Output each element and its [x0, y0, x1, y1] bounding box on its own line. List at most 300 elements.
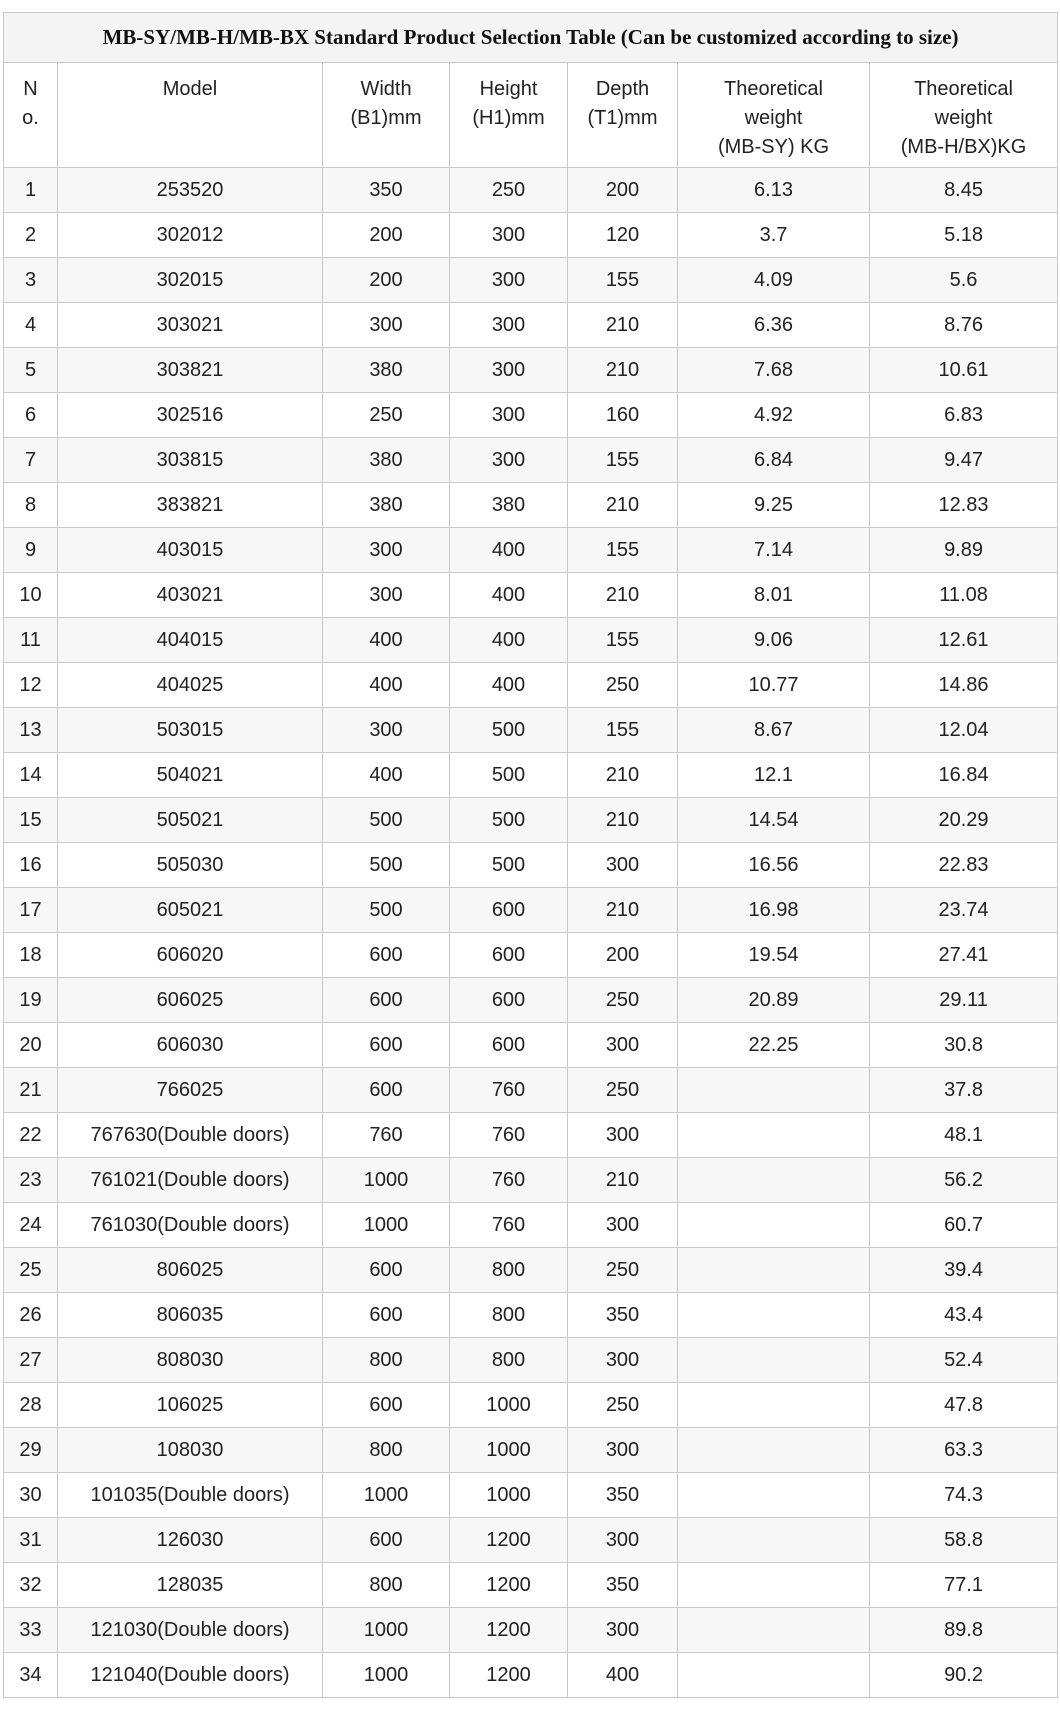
cell-weight-hbx: 12.83 — [870, 483, 1058, 528]
cell-no: 22 — [4, 1113, 58, 1158]
cell-weight-sy: 22.25 — [678, 1023, 870, 1068]
header-line: weight — [744, 107, 803, 129]
header-line: Height — [479, 78, 538, 100]
cell-weight-hbx: 16.84 — [870, 753, 1058, 798]
cell-no: 28 — [4, 1383, 58, 1428]
cell-no: 14 — [4, 753, 58, 798]
cell-weight-hbx: 11.08 — [870, 573, 1058, 618]
cell-weight-hbx: 60.7 — [870, 1203, 1058, 1248]
cell-weight-hbx: 37.8 — [870, 1068, 1058, 1113]
table-row — [4, 708, 1058, 753]
cell-height: 300 — [450, 393, 568, 438]
cell-model: 504021 — [58, 753, 323, 798]
table-row — [4, 1338, 1058, 1383]
cell-weight-hbx: 27.41 — [870, 933, 1058, 978]
cell-no: 15 — [4, 798, 58, 843]
cell-no: 5 — [4, 348, 58, 393]
cell-weight-sy — [678, 1428, 870, 1473]
cell-weight-hbx: 63.3 — [870, 1428, 1058, 1473]
cell-no: 2 — [4, 213, 58, 258]
cell-height: 300 — [450, 213, 568, 258]
cell-weight-sy: 6.36 — [678, 303, 870, 348]
table-row — [4, 1293, 1058, 1338]
cell-model: 121040(Double doors) — [58, 1653, 323, 1698]
cell-height: 300 — [450, 348, 568, 393]
table-row — [4, 528, 1058, 573]
cell-weight-hbx: 8.76 — [870, 303, 1058, 348]
table-row — [4, 1653, 1058, 1698]
table-row — [4, 1203, 1058, 1248]
cell-model: 303021 — [58, 303, 323, 348]
cell-height: 1200 — [450, 1653, 568, 1698]
cell-depth: 300 — [568, 1608, 678, 1653]
product-selection-table — [3, 12, 1058, 1698]
table-row — [4, 1518, 1058, 1563]
table-row — [4, 483, 1058, 528]
cell-weight-hbx: 74.3 — [870, 1473, 1058, 1518]
cell-weight-hbx: 6.83 — [870, 393, 1058, 438]
cell-width: 600 — [323, 1518, 450, 1563]
cell-weight-sy: 8.01 — [678, 573, 870, 618]
cell-model: 605021 — [58, 888, 323, 933]
table-row — [4, 1248, 1058, 1293]
cell-height: 400 — [450, 663, 568, 708]
cell-depth: 210 — [568, 348, 678, 393]
cell-weight-hbx: 90.2 — [870, 1653, 1058, 1698]
cell-height: 760 — [450, 1158, 568, 1203]
cell-no: 4 — [4, 303, 58, 348]
cell-depth: 210 — [568, 798, 678, 843]
cell-depth: 350 — [568, 1563, 678, 1608]
cell-no: 27 — [4, 1338, 58, 1383]
cell-height: 600 — [450, 1023, 568, 1068]
cell-model: 128035 — [58, 1563, 323, 1608]
cell-depth: 210 — [568, 483, 678, 528]
cell-model: 505030 — [58, 843, 323, 888]
cell-width: 400 — [323, 663, 450, 708]
cell-weight-hbx: 5.18 — [870, 213, 1058, 258]
cell-depth: 200 — [568, 168, 678, 213]
cell-depth: 155 — [568, 618, 678, 663]
table-row — [4, 1428, 1058, 1473]
cell-no: 9 — [4, 528, 58, 573]
cell-weight-hbx: 30.8 — [870, 1023, 1058, 1068]
table-row — [4, 663, 1058, 708]
cell-no: 13 — [4, 708, 58, 753]
cell-model: 253520 — [58, 168, 323, 213]
cell-height: 500 — [450, 708, 568, 753]
cell-model: 606025 — [58, 978, 323, 1023]
cell-weight-hbx: 22.83 — [870, 843, 1058, 888]
cell-width: 1000 — [323, 1158, 450, 1203]
cell-depth: 210 — [568, 753, 678, 798]
cell-depth: 250 — [568, 1383, 678, 1428]
table-row — [4, 1563, 1058, 1608]
header-weight-hbx — [870, 63, 1058, 168]
cell-model: 806035 — [58, 1293, 323, 1338]
cell-width: 500 — [323, 888, 450, 933]
cell-no: 17 — [4, 888, 58, 933]
header-line: (H1)mm — [472, 107, 545, 129]
cell-height: 600 — [450, 888, 568, 933]
cell-height: 1000 — [450, 1383, 568, 1428]
header-line: o. — [22, 107, 39, 129]
cell-width: 600 — [323, 1383, 450, 1428]
cell-no: 26 — [4, 1293, 58, 1338]
cell-height: 1200 — [450, 1518, 568, 1563]
table-row — [4, 1608, 1058, 1653]
cell-model: 403021 — [58, 573, 323, 618]
cell-width: 600 — [323, 978, 450, 1023]
table-row — [4, 1023, 1058, 1068]
cell-no: 29 — [4, 1428, 58, 1473]
cell-height: 300 — [450, 258, 568, 303]
cell-width: 600 — [323, 933, 450, 978]
cell-height: 1200 — [450, 1563, 568, 1608]
cell-weight-sy — [678, 1338, 870, 1383]
cell-width: 1000 — [323, 1203, 450, 1248]
cell-height: 300 — [450, 303, 568, 348]
cell-height: 400 — [450, 528, 568, 573]
cell-height: 800 — [450, 1338, 568, 1383]
table-row — [4, 753, 1058, 798]
cell-width: 300 — [323, 528, 450, 573]
cell-weight-sy: 4.92 — [678, 393, 870, 438]
cell-weight-sy — [678, 1248, 870, 1293]
header-model — [58, 63, 323, 168]
cell-weight-hbx: 89.8 — [870, 1608, 1058, 1653]
cell-weight-sy — [678, 1203, 870, 1248]
cell-width: 300 — [323, 573, 450, 618]
cell-model: 503015 — [58, 708, 323, 753]
cell-height: 760 — [450, 1203, 568, 1248]
cell-depth: 300 — [568, 843, 678, 888]
cell-weight-sy: 16.56 — [678, 843, 870, 888]
cell-model: 806025 — [58, 1248, 323, 1293]
cell-width: 400 — [323, 753, 450, 798]
header-no — [4, 63, 58, 168]
header-line: Width — [360, 78, 412, 100]
cell-width: 250 — [323, 393, 450, 438]
cell-weight-sy: 6.84 — [678, 438, 870, 483]
cell-weight-sy: 4.09 — [678, 258, 870, 303]
cell-weight-sy — [678, 1653, 870, 1698]
cell-no: 21 — [4, 1068, 58, 1113]
table-row — [4, 1068, 1058, 1113]
cell-no: 23 — [4, 1158, 58, 1203]
cell-weight-hbx: 29.11 — [870, 978, 1058, 1023]
cell-height: 400 — [450, 618, 568, 663]
cell-weight-hbx: 20.29 — [870, 798, 1058, 843]
table-row — [4, 978, 1058, 1023]
cell-depth: 210 — [568, 888, 678, 933]
cell-width: 380 — [323, 348, 450, 393]
cell-weight-sy — [678, 1068, 870, 1113]
cell-width: 380 — [323, 438, 450, 483]
cell-height: 500 — [450, 798, 568, 843]
cell-model: 403015 — [58, 528, 323, 573]
cell-weight-sy: 12.1 — [678, 753, 870, 798]
cell-height: 600 — [450, 978, 568, 1023]
cell-weight-sy — [678, 1383, 870, 1428]
cell-no: 12 — [4, 663, 58, 708]
cell-width: 300 — [323, 303, 450, 348]
cell-depth: 210 — [568, 1158, 678, 1203]
cell-weight-sy: 6.13 — [678, 168, 870, 213]
cell-weight-hbx: 77.1 — [870, 1563, 1058, 1608]
cell-no: 8 — [4, 483, 58, 528]
cell-height: 760 — [450, 1068, 568, 1113]
header-line: (MB-H/BX)KG — [900, 136, 1027, 158]
cell-weight-sy — [678, 1608, 870, 1653]
cell-depth: 250 — [568, 1068, 678, 1113]
header-line: Model — [162, 78, 218, 100]
table-row — [4, 168, 1058, 213]
cell-model: 404025 — [58, 663, 323, 708]
cell-weight-sy — [678, 1113, 870, 1158]
cell-width: 380 — [323, 483, 450, 528]
cell-height: 600 — [450, 933, 568, 978]
cell-weight-hbx: 12.04 — [870, 708, 1058, 753]
cell-depth: 155 — [568, 258, 678, 303]
cell-weight-sy: 16.98 — [678, 888, 870, 933]
cell-width: 800 — [323, 1428, 450, 1473]
cell-width: 600 — [323, 1068, 450, 1113]
table-header-row — [4, 63, 1058, 168]
cell-no: 6 — [4, 393, 58, 438]
header-height — [450, 63, 568, 168]
cell-weight-sy — [678, 1518, 870, 1563]
cell-weight-hbx: 14.86 — [870, 663, 1058, 708]
table-row — [4, 258, 1058, 303]
table-title-row — [4, 13, 1058, 63]
cell-depth: 400 — [568, 1653, 678, 1698]
cell-width: 300 — [323, 708, 450, 753]
cell-model: 101035(Double doors) — [58, 1473, 323, 1518]
cell-weight-hbx: 48.1 — [870, 1113, 1058, 1158]
cell-height: 500 — [450, 843, 568, 888]
table-row — [4, 303, 1058, 348]
cell-no: 24 — [4, 1203, 58, 1248]
cell-width: 500 — [323, 798, 450, 843]
cell-model: 761021(Double doors) — [58, 1158, 323, 1203]
cell-height: 800 — [450, 1248, 568, 1293]
cell-no: 34 — [4, 1653, 58, 1698]
cell-no: 11 — [4, 618, 58, 663]
cell-no: 3 — [4, 258, 58, 303]
cell-depth: 300 — [568, 1428, 678, 1473]
cell-depth: 300 — [568, 1113, 678, 1158]
cell-height: 380 — [450, 483, 568, 528]
cell-width: 500 — [323, 843, 450, 888]
cell-depth: 120 — [568, 213, 678, 258]
cell-height: 1000 — [450, 1428, 568, 1473]
cell-weight-hbx: 5.6 — [870, 258, 1058, 303]
cell-model: 404015 — [58, 618, 323, 663]
cell-model: 606030 — [58, 1023, 323, 1068]
table-row — [4, 438, 1058, 483]
cell-weight-sy: 7.14 — [678, 528, 870, 573]
cell-no: 25 — [4, 1248, 58, 1293]
table-row — [4, 1158, 1058, 1203]
table-row — [4, 348, 1058, 393]
cell-model: 383821 — [58, 483, 323, 528]
cell-no: 7 — [4, 438, 58, 483]
cell-width: 400 — [323, 618, 450, 663]
header-line: N — [23, 78, 38, 100]
table-row — [4, 573, 1058, 618]
header-line: (MB-SY) KG — [717, 136, 830, 158]
cell-weight-sy: 20.89 — [678, 978, 870, 1023]
cell-depth: 350 — [568, 1473, 678, 1518]
cell-no: 31 — [4, 1518, 58, 1563]
cell-width: 200 — [323, 258, 450, 303]
cell-model: 303815 — [58, 438, 323, 483]
cell-weight-hbx: 52.4 — [870, 1338, 1058, 1383]
table-row — [4, 843, 1058, 888]
table-row — [4, 618, 1058, 663]
cell-weight-hbx: 10.61 — [870, 348, 1058, 393]
cell-height: 400 — [450, 573, 568, 618]
cell-depth: 210 — [568, 573, 678, 618]
cell-weight-sy: 9.25 — [678, 483, 870, 528]
cell-no: 20 — [4, 1023, 58, 1068]
cell-depth: 155 — [568, 438, 678, 483]
header-depth — [568, 63, 678, 168]
cell-model: 766025 — [58, 1068, 323, 1113]
table-row — [4, 888, 1058, 933]
cell-height: 1000 — [450, 1473, 568, 1518]
cell-weight-hbx: 43.4 — [870, 1293, 1058, 1338]
cell-depth: 210 — [568, 303, 678, 348]
cell-weight-sy — [678, 1563, 870, 1608]
cell-height: 1200 — [450, 1608, 568, 1653]
cell-weight-sy: 3.7 — [678, 213, 870, 258]
cell-weight-hbx: 8.45 — [870, 168, 1058, 213]
cell-model: 302015 — [58, 258, 323, 303]
cell-no: 10 — [4, 573, 58, 618]
cell-width: 1000 — [323, 1473, 450, 1518]
cell-weight-sy — [678, 1473, 870, 1518]
table-row — [4, 1473, 1058, 1518]
cell-width: 800 — [323, 1563, 450, 1608]
cell-weight-hbx: 9.89 — [870, 528, 1058, 573]
cell-weight-sy: 8.67 — [678, 708, 870, 753]
cell-model: 121030(Double doors) — [58, 1608, 323, 1653]
table-row — [4, 798, 1058, 843]
cell-height: 760 — [450, 1113, 568, 1158]
cell-model: 106025 — [58, 1383, 323, 1428]
header-line: Depth — [595, 78, 650, 100]
cell-weight-sy: 7.68 — [678, 348, 870, 393]
cell-weight-sy: 14.54 — [678, 798, 870, 843]
cell-weight-hbx: 23.74 — [870, 888, 1058, 933]
cell-no: 32 — [4, 1563, 58, 1608]
cell-weight-sy: 9.06 — [678, 618, 870, 663]
cell-weight-sy: 19.54 — [678, 933, 870, 978]
cell-weight-hbx: 47.8 — [870, 1383, 1058, 1428]
cell-width: 600 — [323, 1248, 450, 1293]
cell-width: 760 — [323, 1113, 450, 1158]
cell-width: 1000 — [323, 1608, 450, 1653]
cell-model: 108030 — [58, 1428, 323, 1473]
cell-no: 1 — [4, 168, 58, 213]
cell-weight-hbx: 9.47 — [870, 438, 1058, 483]
cell-depth: 300 — [568, 1023, 678, 1068]
cell-depth: 300 — [568, 1338, 678, 1383]
header-line: (B1)mm — [350, 107, 422, 129]
table-row — [4, 1383, 1058, 1428]
cell-height: 300 — [450, 438, 568, 483]
cell-weight-hbx: 12.61 — [870, 618, 1058, 663]
cell-height: 250 — [450, 168, 568, 213]
cell-depth: 155 — [568, 708, 678, 753]
cell-depth: 300 — [568, 1518, 678, 1563]
cell-depth: 155 — [568, 528, 678, 573]
cell-model: 808030 — [58, 1338, 323, 1383]
cell-model: 505021 — [58, 798, 323, 843]
table-row — [4, 213, 1058, 258]
table-row — [4, 1113, 1058, 1158]
cell-depth: 250 — [568, 1248, 678, 1293]
cell-width: 600 — [323, 1293, 450, 1338]
table-row — [4, 393, 1058, 438]
table-row — [4, 933, 1058, 978]
cell-weight-sy — [678, 1293, 870, 1338]
cell-model: 302516 — [58, 393, 323, 438]
cell-depth: 300 — [568, 1203, 678, 1248]
cell-height: 800 — [450, 1293, 568, 1338]
header-width — [323, 63, 450, 168]
cell-model: 761030(Double doors) — [58, 1203, 323, 1248]
cell-width: 1000 — [323, 1653, 450, 1698]
table-title: MB-SY/MB-H/MB-BX Standard Product Selection Table (Can be customized according to size) — [4, 13, 1058, 63]
cell-model: 302012 — [58, 213, 323, 258]
cell-depth: 200 — [568, 933, 678, 978]
cell-weight-hbx: 56.2 — [870, 1158, 1058, 1203]
cell-width: 800 — [323, 1338, 450, 1383]
header-weight-sy — [678, 63, 870, 168]
header-line: Theoretical — [914, 78, 1013, 100]
cell-model: 126030 — [58, 1518, 323, 1563]
cell-no: 18 — [4, 933, 58, 978]
cell-no: 16 — [4, 843, 58, 888]
cell-model: 767630(Double doors) — [58, 1113, 323, 1158]
cell-weight-sy — [678, 1158, 870, 1203]
header-line: Theoretical — [724, 78, 823, 100]
cell-model: 606020 — [58, 933, 323, 978]
cell-depth: 160 — [568, 393, 678, 438]
cell-no: 33 — [4, 1608, 58, 1653]
cell-weight-sy: 10.77 — [678, 663, 870, 708]
header-line: (T1)mm — [587, 107, 658, 129]
cell-depth: 350 — [568, 1293, 678, 1338]
header-line: weight — [934, 107, 993, 129]
cell-no: 30 — [4, 1473, 58, 1518]
cell-height: 500 — [450, 753, 568, 798]
table-body — [4, 168, 1058, 1698]
product-table-container — [3, 12, 1057, 1704]
cell-weight-hbx: 39.4 — [870, 1248, 1058, 1293]
cell-width: 600 — [323, 1023, 450, 1068]
cell-depth: 250 — [568, 978, 678, 1023]
cell-no: 19 — [4, 978, 58, 1023]
cell-weight-hbx: 58.8 — [870, 1518, 1058, 1563]
cell-width: 200 — [323, 213, 450, 258]
cell-depth: 250 — [568, 663, 678, 708]
cell-model: 303821 — [58, 348, 323, 393]
cell-width: 350 — [323, 168, 450, 213]
